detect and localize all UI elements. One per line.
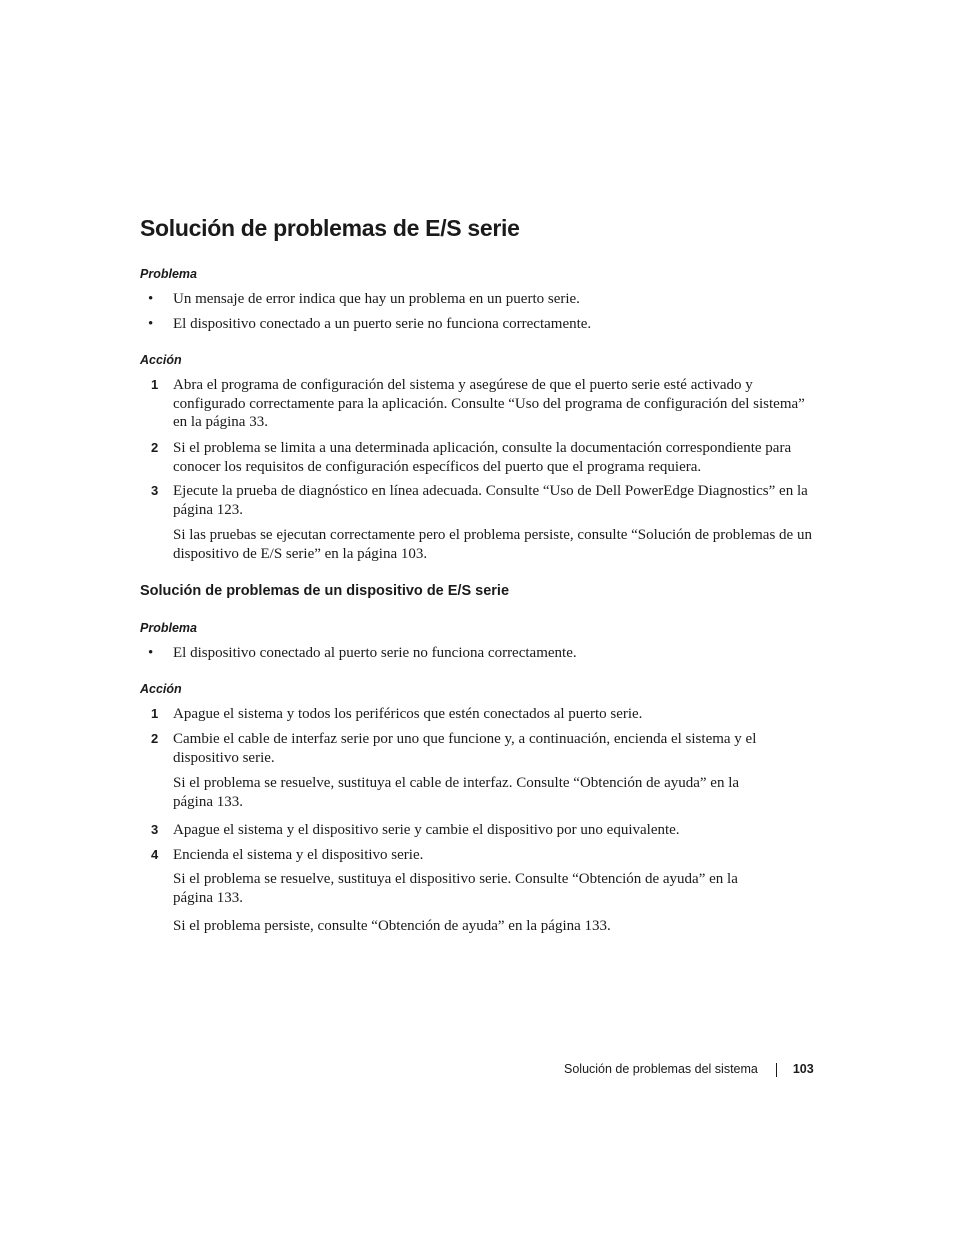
step-note: Si el problema se resuelve, sustituya el cable de interfaz. Consulte “Obtención de ayuda” en la página 133. xyxy=(173,775,740,810)
step-note: Si el problema persiste, consulte “Obtención de ayuda” en la página 133. xyxy=(173,918,611,934)
page-number: 103 xyxy=(792,1062,814,1076)
step-number: 1 xyxy=(151,706,159,721)
list-item-text: Ejecute la prueba de diagnóstico en línea adecuada. Consulte “Uso de Dell PowerEdge Diagnostics” en la página 123. xyxy=(173,483,808,518)
action-label: Acción xyxy=(140,353,182,367)
step-number: 1 xyxy=(151,377,159,392)
step-number: 2 xyxy=(151,440,159,455)
problem-label: Problema xyxy=(140,267,197,281)
list-item xyxy=(140,290,810,309)
step-number: 3 xyxy=(151,483,159,498)
list-item-text: Un mensaje de error indica que hay un problema en un puerto serie. xyxy=(173,291,580,307)
problem-label: Problema xyxy=(140,621,197,635)
list-item-text: Apague el sistema y el dispositivo serie y cambie el dispositivo por uno equivalente. xyxy=(173,822,680,838)
action-note: Si las pruebas se ejecutan correctamente pero el problema persiste, consulte “Solución de problemas de un dispositivo de E/S serie” en la página 103. xyxy=(173,527,812,562)
list-item xyxy=(140,705,810,724)
list-item xyxy=(140,439,810,476)
list-item-text: Cambie el cable de interfaz serie por uno que funcione y, a continuación, encienda el sistema y el dispositivo serie. xyxy=(173,731,757,766)
bullet: • xyxy=(148,645,154,661)
subsection-title: Solución de problemas de un dispositivo de E/S serie xyxy=(140,583,510,599)
bullet: • xyxy=(148,316,154,332)
step-note: Si el problema se resuelve, sustituya el dispositivo serie. Consulte “Obtención de ayuda” en la página 133. xyxy=(173,871,738,906)
list-item xyxy=(140,846,810,865)
bullet: • xyxy=(148,291,154,307)
step-number: 4 xyxy=(151,847,159,862)
footer-chapter: Solución de problemas del sistema xyxy=(564,1062,758,1076)
list-item-text: El dispositivo conectado a un puerto serie no funciona correctamente. xyxy=(173,316,592,332)
list-item-text: Si el problema se limita a una determinada aplicación, consulte la documentación correspondiente para conocer los requisitos de configuración específicos del puerto que el programa requiera. xyxy=(173,440,792,475)
list-item xyxy=(140,730,810,767)
list-item xyxy=(140,821,810,840)
list-item xyxy=(140,482,810,519)
list-item-text: Encienda el sistema y el dispositivo serie. xyxy=(173,847,424,863)
step-number: 3 xyxy=(151,822,159,837)
list-item xyxy=(140,644,810,663)
step-number: 2 xyxy=(151,731,159,746)
list-item xyxy=(140,315,810,334)
list-item xyxy=(140,376,810,432)
list-item-text: Abra el programa de configuración del sistema y asegúrese de que el puerto serie esté activado y configurado correctamente para la aplicación. Consulte “Uso del programa de configuración del sistema” en la página 33. xyxy=(173,377,805,430)
page-footer xyxy=(564,1062,824,1077)
action-label: Acción xyxy=(140,682,182,696)
section-title: Solución de problemas de E/S serie xyxy=(140,215,520,241)
footer-divider xyxy=(776,1063,777,1077)
list-item-text: El dispositivo conectado al puerto serie no funciona correctamente. xyxy=(173,645,577,661)
list-item-text: Apague el sistema y todos los periféricos que estén conectados al puerto serie. xyxy=(173,706,643,722)
